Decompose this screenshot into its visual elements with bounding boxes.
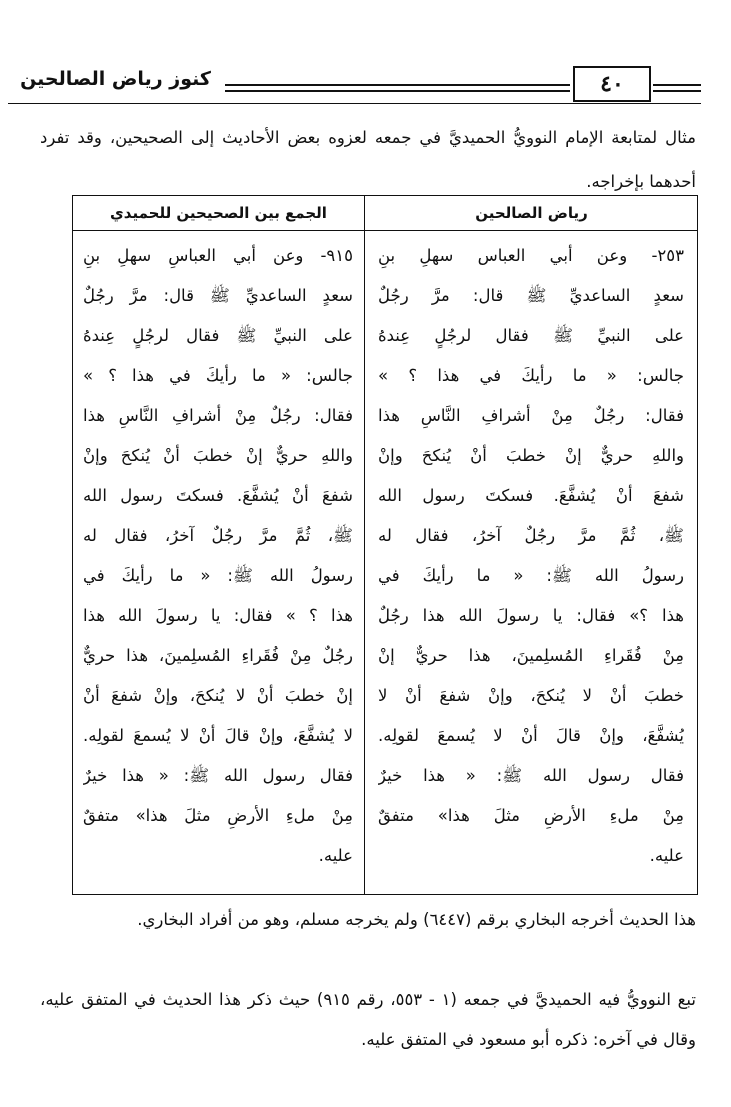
riyad-text-line: رسولُ الله ﷺ: « ما رأيكَ في <box>378 566 684 585</box>
humaidi-text-line: إنْ خطبَ أنْ لا يُنكحَ، وإنْ شفعَ أنْ <box>83 686 353 705</box>
table-header-humaidi: الجمع بين الصحيحين للحميدي <box>110 204 327 222</box>
riyad-text-line: جالس: « ما رأيكَ في هذا ؟ » <box>378 366 684 385</box>
header-underline <box>8 103 701 104</box>
humaidi-text-line: فقال رسول الله ﷺ: « هذا خيرٌ <box>83 766 353 785</box>
header-rule-right-lower <box>653 90 701 92</box>
riyad-text-line: سعدٍ الساعديِّ ﷺ قال: مرَّ رجُلٌ <box>378 286 684 305</box>
header-rule-left <box>225 84 570 86</box>
note-humaidi-followed: تبع النوويُّ فيه الحميديَّ في جمعه (١ - ٥٥٣، رقم ٩١٥) حيث ذكر هذا الحديث في المتفق عليه، وقال في آخره: ذكره أبو مسعود في المتفق عليه. <box>40 990 696 1049</box>
humaidi-text-line: شفعَ أنْ يُشفَّعَ. فسكتَ رسول الله <box>83 486 353 505</box>
humaidi-text-line: رسولُ الله ﷺ: « ما رأيكَ في <box>83 566 353 585</box>
riyad-text-line: ﷺ، ثُمَّ مرَّ رجُلٌ آخرُ، فقال له <box>378 526 684 545</box>
humaidi-text-line: ٩١٥- وعن أبي العباسِ سهلِ بنِ <box>83 246 353 265</box>
riyad-text-line: هذا ؟» فقال: يا رسولَ الله هذا رجُلٌ <box>378 606 684 625</box>
note-bukhari: هذا الحديث أخرجه البخاري برقم (٦٤٤٧) ولم يخرجه مسلم، وهو من أفراد البخاري. <box>137 910 696 929</box>
humaidi-text-line: مِنْ ملءِ الأرضِ مثلَ هذا» متفقٌ <box>83 806 353 825</box>
riyad-text-line: ٢٥٣- وعن أبي العباس سهلِ بنِ <box>378 246 684 265</box>
book-title: كنوز رياض الصالحين <box>20 68 211 90</box>
humaidi-text-line: رجُلٌ مِنْ فُقَراءِ المُسلِمينَ، هذا حريٌّ <box>83 646 353 665</box>
riyad-text-line: فقال: رجُلٌ مِنْ أشرافِ النَّاسِ هذا <box>378 406 684 425</box>
riyad-text-line: شفعَ أنْ يُشفَّعَ. فسكتَ رسول الله <box>378 486 684 505</box>
humaidi-text-line: عليه. <box>318 846 353 865</box>
table-header-riyad: رياض الصالحين <box>475 204 588 222</box>
humaidi-text-line: هذا ؟ » فقال: يا رسولَ الله هذا <box>83 606 353 625</box>
riyad-text-line: خطبَ أنْ لا يُنكحَ، وإنْ شفعَ أنْ لا <box>378 686 684 705</box>
humaidi-text-line: ﷺ، ثُمَّ مرَّ رجُلٌ آخرُ، فقال له <box>83 526 353 545</box>
riyad-text-line: فقال رسول الله ﷺ: « هذا خيرٌ <box>378 766 684 785</box>
header-rule-left-lower <box>225 90 570 92</box>
comparison-table <box>72 195 698 895</box>
humaidi-text-line: واللهِ حريٌّ إنْ خطبَ أنْ يُنكحَ وإنْ <box>83 446 353 465</box>
table-header-rule <box>73 230 697 231</box>
humaidi-text <box>83 236 353 876</box>
riyad-text-line: واللهِ حريٌّ إنْ خطبَ أنْ يُنكحَ وإنْ <box>378 446 684 465</box>
riyad-text-line: مِنْ فُقَراءِ المُسلِمينَ، هذا حريٌّ إنْ <box>378 646 684 665</box>
humaidi-text-line: فقال: رجُلٌ مِنْ أشرافِ النَّاسِ هذا <box>83 406 353 425</box>
riyad-text-line: على النبيِّ ﷺ فقال لرجُلٍ عِندهُ <box>378 326 684 345</box>
humaidi-text-line: على النبيِّ ﷺ فقال لرجُلٍ عِندهُ <box>83 326 353 345</box>
riyad-text-line: يُشفَّعَ، وإنْ قالَ أنْ لا يُسمعَ لقولِه. <box>378 726 684 745</box>
riyad-text <box>378 236 684 876</box>
table-column-divider <box>364 196 365 894</box>
humaidi-text-line: لا يُشفَّعَ، وإنْ قالَ أنْ لا يُسمعَ لقولِه. <box>83 726 353 745</box>
header-rule-right <box>653 84 701 86</box>
intro-paragraph: مثال لمتابعة الإمام النوويُّ الحميديَّ في جمعه لعزوه بعض الأحاديث إلى الصحيحين، وقد تفرد أحدهما بإخراجه. <box>40 128 696 191</box>
riyad-text-line: عليه. <box>649 846 684 865</box>
page-number: ٤٠ <box>573 66 651 102</box>
humaidi-text-line: سعدٍ الساعديِّ ﷺ قال: مرَّ رجُلٌ <box>83 286 353 305</box>
humaidi-text-line: جالس: « ما رأيكَ في هذا ؟ » <box>83 366 353 385</box>
riyad-text-line: مِنْ ملءِ الأرضِ مثلَ هذا» متفقٌ <box>378 806 684 825</box>
